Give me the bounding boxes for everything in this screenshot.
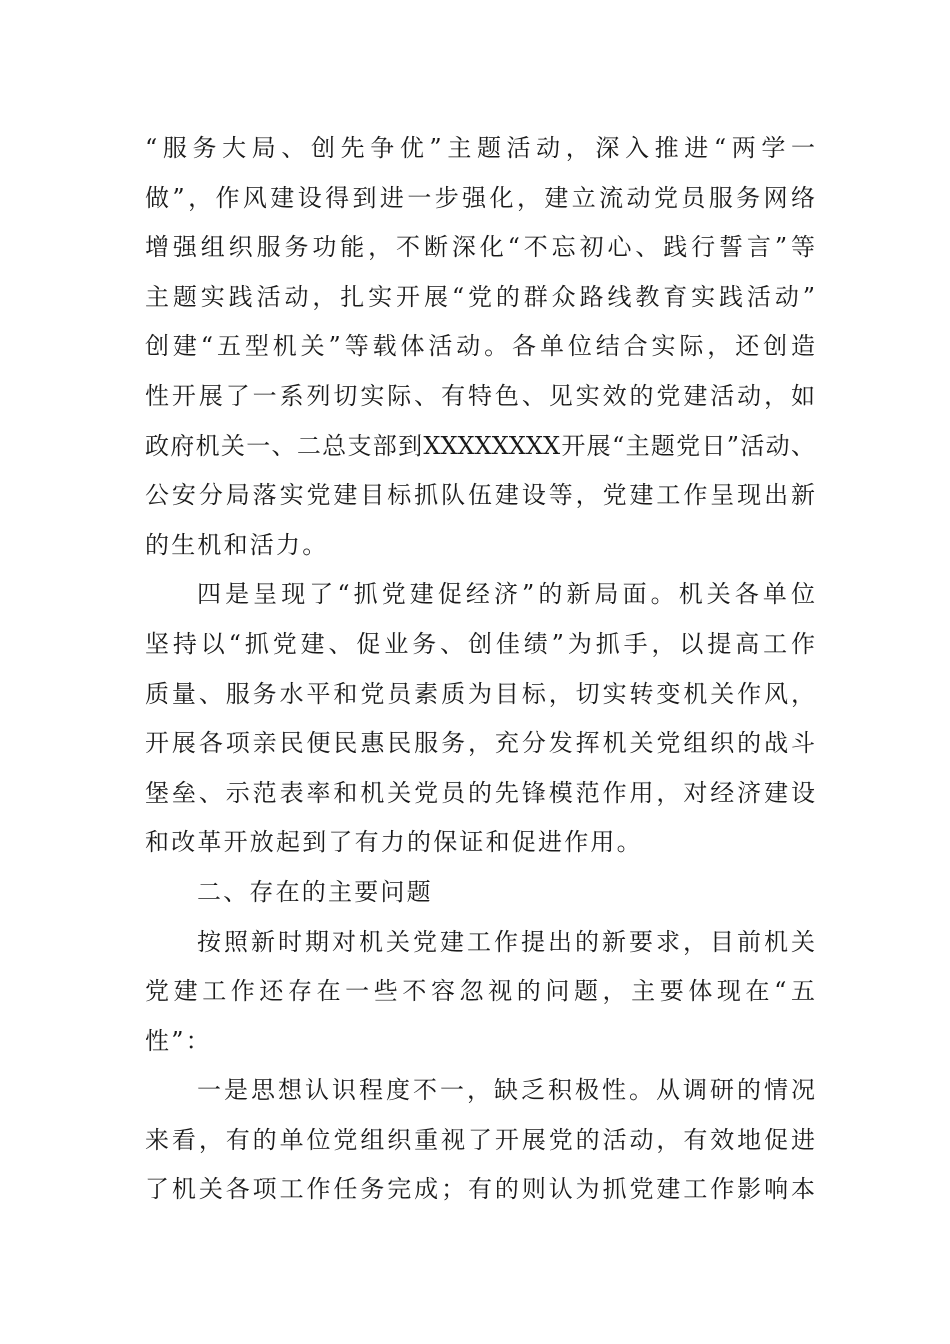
text-line: 创建“五型机关”等载体活动。各单位结合实际，还创造 (145, 332, 815, 361)
text-line: 的生机和活力。 (145, 530, 329, 559)
text-line: 开展各项亲民便民惠民服务，充分发挥机关党组织的战斗 (145, 729, 815, 758)
text-line: 坚持以“抓党建、促业务、创佳绩”为抓手，以提高工作 (145, 629, 815, 658)
text-line: 质量、服务水平和党员素质为目标，切实转变机关作风， (145, 679, 815, 708)
text-line: 性”： (145, 1026, 212, 1055)
text-line: 和改革开放起到了有力的保证和促进作用。 (145, 828, 643, 857)
text-line: 性开展了一系列切实际、有特色、见实效的党建活动，如 (145, 381, 815, 410)
text-line: 了机关各项工作任务完成；有的则认为抓党建工作影响本 (145, 1175, 815, 1204)
text-line: 公安分局落实党建目标抓队伍建设等，党建工作呈现出新 (145, 481, 815, 510)
text-line: 堡垒、示范表率和机关党员的先锋模范作用，对经济建设 (145, 778, 815, 807)
text-line: 做”，作风建设得到进一步强化，建立流动党员服务网络 (145, 183, 815, 212)
text-line: 来看，有的单位党组织重视了开展党的活动，有效地促进 (145, 1125, 815, 1154)
document-body (145, 124, 815, 1215)
text-line: 按照新时期对机关党建工作提出的新要求，目前机关 (197, 927, 815, 956)
text-line: 党建工作还存在一些不容忽视的问题，主要体现在“五 (145, 977, 815, 1006)
text-line: 增强组织服务功能，不断深化“不忘初心、践行誓言”等 (145, 233, 815, 262)
text-line: 四是呈现了“抓党建促经济”的新局面。机关各单位 (197, 580, 815, 609)
text-line: “服务大局、创先争优”主题活动，深入推进“两学一 (145, 134, 815, 162)
text-line: 一是思想认识程度不一，缺乏积极性。从调研的情况 (197, 1076, 815, 1105)
text-line: 政府机关一、二总支部到XXXXXXXX开展“主题党日”活动、 (145, 431, 815, 460)
text-line: 二、存在的主要问题 (197, 877, 433, 906)
text-line: 主题实践活动，扎实开展“党的群众路线教育实践活动” (145, 282, 815, 311)
